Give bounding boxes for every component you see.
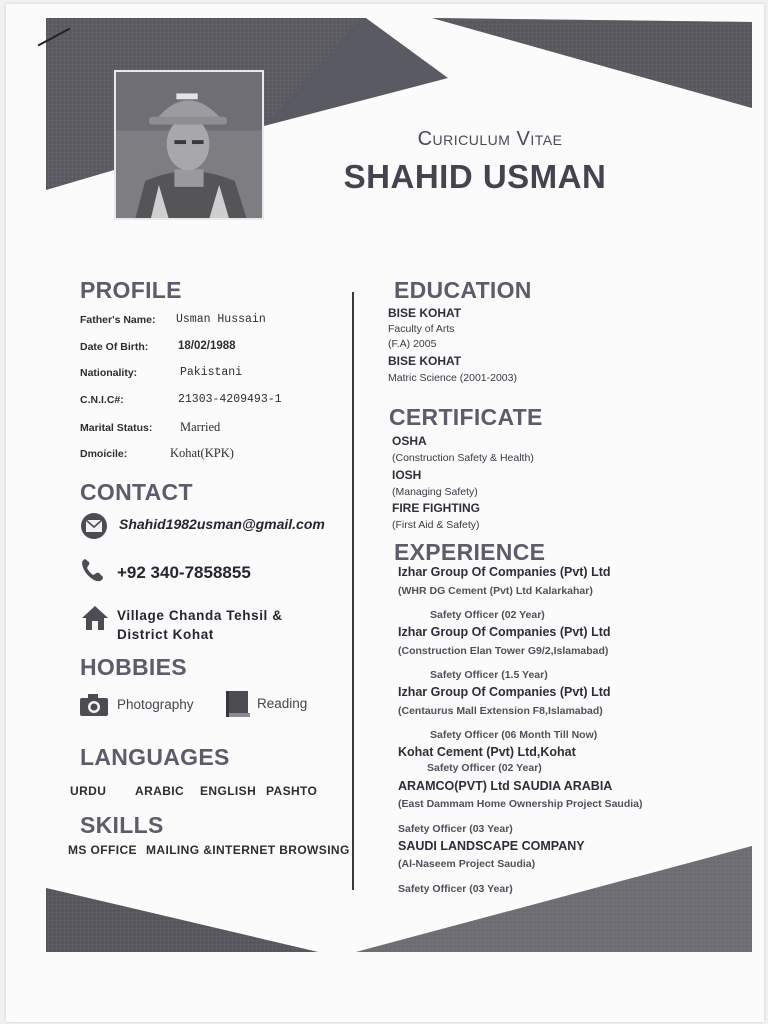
profile-label-dob: Date Of Birth:	[80, 341, 149, 353]
education-school-1: BISE KOHAT	[388, 306, 462, 320]
experience-company-2: Izhar Group Of Companies (Pvt) Ltd	[398, 625, 611, 639]
experience-company-3: Izhar Group Of Companies (Pvt) Ltd	[398, 685, 611, 699]
hobby-photography: Photography	[117, 697, 194, 712]
education-detail-1a: Faculty of Arts	[388, 323, 455, 335]
experience-location-1: (WHR DG Cement (Pvt) Ltd Kalarkahar)	[398, 585, 593, 597]
phone-icon	[80, 557, 106, 583]
contact-address-line-1: Village Chanda Tehsil &	[117, 608, 283, 623]
hobby-reading: Reading	[257, 696, 308, 711]
experience-company-5: ARAMCO(PVT) Ltd SAUDIA ARABIA	[398, 779, 613, 793]
hobbies-heading: HOBBIES	[80, 654, 187, 680]
candidate-name: SHAHID USMAN	[343, 158, 607, 195]
experience-heading: EXPERIENCE	[394, 539, 546, 565]
education-detail-2: Matric Science (2001-2003)	[388, 372, 517, 384]
languages-heading: LANGUAGES	[80, 744, 230, 770]
certificate-heading: CERTIFICATE	[389, 404, 543, 430]
contact-email: Shahid1982usman@gmail.com	[119, 516, 325, 532]
contact-phone: +92 340-7858855	[117, 563, 251, 582]
education-detail-1b: (F.A) 2005	[388, 338, 437, 350]
skill-mailing-internet: MAILING &INTERNET BROWSING	[146, 843, 350, 857]
book-icon	[224, 689, 252, 719]
experience-location-3: (Centaurus Mall Extension F8,Islamabad)	[398, 705, 603, 717]
certificate-osha-detail: (Construction Safety & Health)	[392, 452, 534, 464]
certificate-fire-fighting-detail: (First Aid & Safety)	[392, 519, 480, 531]
language-pashto: PASHTO	[266, 784, 318, 798]
experience-role-3: Safety Officer (06 Month Till Now)	[430, 729, 598, 741]
certificate-osha: OSHA	[392, 434, 427, 448]
home-icon	[80, 604, 110, 632]
profile-value-fathers-name: Usman Hussain	[176, 313, 266, 326]
certificate-iosh: IOSH	[392, 468, 422, 482]
skills-heading: SKILLS	[80, 812, 164, 838]
footer-band-left-shade	[46, 888, 318, 952]
envelope-icon	[78, 512, 110, 540]
profile-value-dob: 18/02/1988	[178, 340, 236, 352]
profile-value-nationality: Pakistani	[180, 366, 243, 379]
experience-location-2: (Construction Elan Tower G9/2,Islamabad)	[398, 645, 609, 657]
experience-location-5: (East Dammam Home Ownership Project Saudia)	[398, 798, 643, 810]
experience-role-5: Safety Officer (03 Year)	[398, 823, 513, 835]
experience-company-4: Kohat Cement (Pvt) Ltd,Kohat	[398, 745, 576, 759]
language-english: ENGLISH	[200, 784, 257, 798]
experience-company-1: Izhar Group Of Companies (Pvt) Ltd	[398, 565, 611, 579]
education-heading: EDUCATION	[394, 277, 532, 303]
experience-role-4: Safety Officer (02 Year)	[427, 762, 542, 774]
profile-photo	[114, 70, 264, 220]
profile-value-cnic: 21303-4209493-1	[178, 393, 282, 406]
experience-company-6: SAUDI LANDSCAPE COMPANY	[398, 839, 585, 853]
camera-icon	[79, 693, 109, 717]
education-school-2: BISE KOHAT	[388, 354, 462, 368]
profile-label-domicile: Dmoicile:	[80, 448, 128, 460]
experience-role-2: Safety Officer (1.5 Year)	[430, 669, 548, 681]
contact-heading: CONTACT	[80, 479, 193, 505]
certificate-fire-fighting: FIRE FIGHTING	[392, 501, 480, 515]
profile-value-domicile: Kohat(KPK)	[170, 446, 234, 460]
skill-ms-office: MS OFFICE	[68, 843, 137, 857]
certificate-iosh-detail: (Managing Safety)	[392, 486, 478, 498]
profile-label-fathers-name: Father's Name:	[80, 314, 156, 326]
language-arabic: ARABIC	[135, 784, 185, 798]
contact-address-line-2: District Kohat	[117, 627, 214, 642]
profile-label-cnic: C.N.I.C#:	[80, 394, 124, 406]
profile-heading: PROFILE	[80, 277, 182, 303]
contact-address	[117, 606, 283, 644]
language-urdu: URDU	[70, 784, 107, 798]
profile-label-marital-status: Marital Status:	[80, 422, 153, 434]
profile-value-marital-status: Married	[180, 420, 221, 434]
experience-location-6: (Al-Naseem Project Saudia)	[398, 858, 536, 870]
profile-label-nationality: Nationality:	[80, 367, 138, 379]
person-with-hard-hat-image	[116, 72, 262, 218]
header-band-right-shade	[432, 18, 752, 108]
experience-role-1: Safety Officer (02 Year)	[430, 609, 545, 621]
column-divider	[352, 292, 354, 890]
experience-role-6: Safety Officer (03 Year)	[398, 883, 513, 895]
document-subtitle: Curiculum Vitae	[417, 128, 563, 150]
